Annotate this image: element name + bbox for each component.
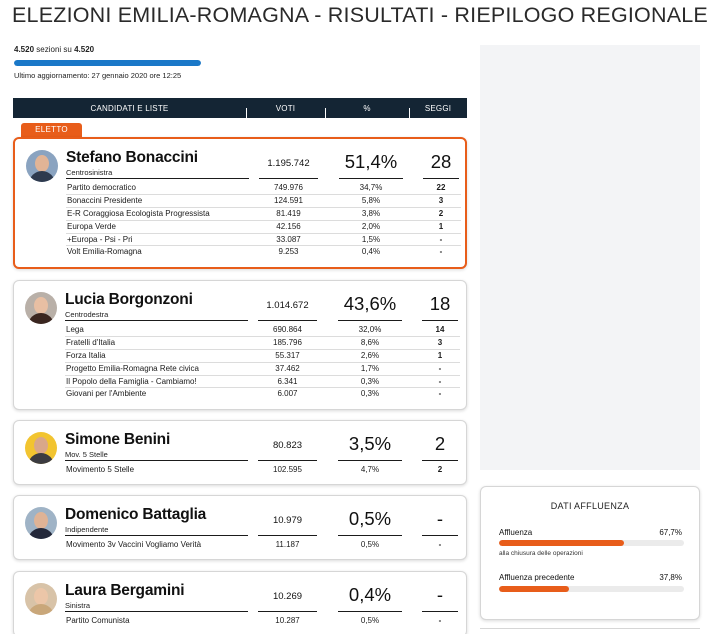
ad-placeholder — [480, 45, 700, 470]
header-votes-label: VOTI — [275, 103, 296, 113]
party-list — [65, 539, 460, 552]
avatar — [25, 507, 57, 539]
list-item: Progetto Emilia-Romagna Rete civica 37.462 1,7% - — [65, 363, 460, 376]
sections-counted: 4.520 — [14, 45, 35, 54]
list-item: Forza Italia 55.317 2,6% 1 — [65, 350, 460, 363]
candidate-coalition: Centrodestra — [65, 310, 109, 319]
avatar — [25, 583, 57, 615]
candidate-coalition: Indipendente — [65, 525, 109, 534]
list-item: Giovani per l'Ambiente 6.007 0,3% - — [66, 389, 442, 399]
last-update: Ultimo aggiornamento: 27 gennaio 2020 ore 12:25 — [14, 71, 182, 80]
list-item: Bonaccini Presidente 124.591 5,8% 3 — [66, 195, 461, 208]
party-list — [66, 182, 461, 259]
list-item: Partito Comunista 10.287 0,5% - — [66, 616, 442, 625]
candidate-percent: 3,5% — [348, 433, 392, 454]
list-item: Il Popolo della Famiglia - Cambiamo! 6.341 0,3% - — [65, 376, 460, 389]
candidate-seats: 2 — [434, 433, 446, 454]
candidate-seats: 28 — [430, 151, 452, 172]
sections-middle: sezioni su — [36, 45, 72, 54]
elected-badge: ELETTO — [21, 123, 82, 137]
header-votes — [246, 104, 325, 113]
avatar — [25, 432, 57, 464]
turnout-label: Affluenza — [499, 528, 533, 537]
previous-turnout-value: 37,8% — [659, 573, 682, 582]
page-title: ELEZIONI EMILIA-ROMAGNA - RISULTATI - RIEPILOGO REGIONALE — [12, 3, 708, 27]
candidate-name: Simone Benini — [65, 431, 171, 448]
party-list — [65, 615, 460, 628]
candidate-percent: 43,6% — [343, 293, 397, 314]
candidate-votes: 80.823 — [272, 440, 303, 451]
turnout-note: alla chiusura delle operazioni — [499, 550, 583, 557]
candidate-percent: 0,5% — [348, 508, 392, 529]
list-item: Europa Verde 42.156 2,0% 1 — [66, 221, 461, 234]
header-candidates: CANDIDATI E LISTE — [90, 103, 169, 113]
list-item: Movimento 3v Vaccini Vogliamo Verità 11.187 0,5% - — [66, 540, 442, 549]
header-seats — [409, 104, 467, 113]
candidate-coalition: Sinistra — [65, 601, 91, 610]
sections-counter — [14, 45, 94, 54]
candidate-percent: 51,4% — [344, 151, 398, 172]
candidate-name: Lucia Borgonzoni — [65, 291, 193, 308]
candidate-card-bergamini[interactable] — [13, 571, 467, 634]
party-list — [65, 464, 460, 477]
avatar — [26, 150, 58, 182]
results-table-header — [13, 98, 467, 118]
candidate-card-battaglia[interactable] — [13, 495, 467, 560]
turnout-bar — [499, 540, 684, 546]
list-item: Lega 690.864 32,0% 14 — [65, 324, 460, 337]
candidate-card-borgonzoni[interactable] — [13, 280, 467, 410]
candidate-votes: 1.195.742 — [267, 158, 310, 169]
previous-turnout-bar — [499, 586, 684, 592]
turnout-value: 67,7% — [659, 528, 682, 537]
candidate-votes: 10.269 — [272, 591, 303, 602]
list-item: Fratelli d'Italia 185.796 8,6% 3 — [65, 337, 460, 350]
candidate-name: Stefano Bonaccini — [66, 149, 198, 166]
previous-turnout-bar-fill — [499, 586, 569, 592]
candidate-card-benini[interactable] — [13, 420, 467, 485]
candidate-votes: 10.979 — [272, 515, 303, 526]
next-card-edge — [480, 628, 700, 634]
sections-progress-fill — [14, 60, 201, 66]
candidate-votes: 1.014.672 — [266, 300, 309, 311]
candidate-seats: - — [436, 508, 444, 529]
previous-turnout-label: Affluenza precedente — [499, 573, 575, 582]
list-item: E-R Coraggiosa Ecologista Progressista 81.419 3,8% 2 — [66, 208, 461, 221]
list-item: Partito democratico 749.976 34,7% 22 — [66, 182, 461, 195]
header-percent — [325, 104, 409, 113]
candidate-seats: - — [436, 584, 444, 605]
party-list — [65, 324, 460, 401]
header-seats-label: SEGGI — [424, 103, 452, 113]
candidate-coalition: Centrosinistra — [66, 168, 113, 177]
candidate-name: Laura Bergamini — [65, 582, 185, 599]
turnout-bar-fill — [499, 540, 624, 546]
turnout-title: DATI AFFLUENZA — [550, 501, 630, 511]
candidate-percent: 0,4% — [348, 584, 392, 605]
candidate-card-bonaccini[interactable] — [13, 137, 467, 269]
candidate-name: Domenico Battaglia — [65, 506, 207, 523]
turnout-card — [480, 486, 700, 620]
avatar — [25, 292, 57, 324]
header-percent-label: % — [363, 103, 371, 113]
list-item: +Europa - Psi - Pri 33.087 1,5% - — [66, 234, 461, 247]
sections-total: 4.520 — [74, 45, 95, 54]
list-item: Movimento 5 Stelle 102.595 4,7% 2 — [66, 465, 443, 474]
candidate-coalition: Mov. 5 Stelle — [65, 450, 108, 459]
candidate-seats: 18 — [429, 293, 451, 314]
sections-progress-bar — [14, 60, 201, 66]
list-item: Volt Emilia-Romagna 9.253 0,4% - — [67, 247, 443, 257]
